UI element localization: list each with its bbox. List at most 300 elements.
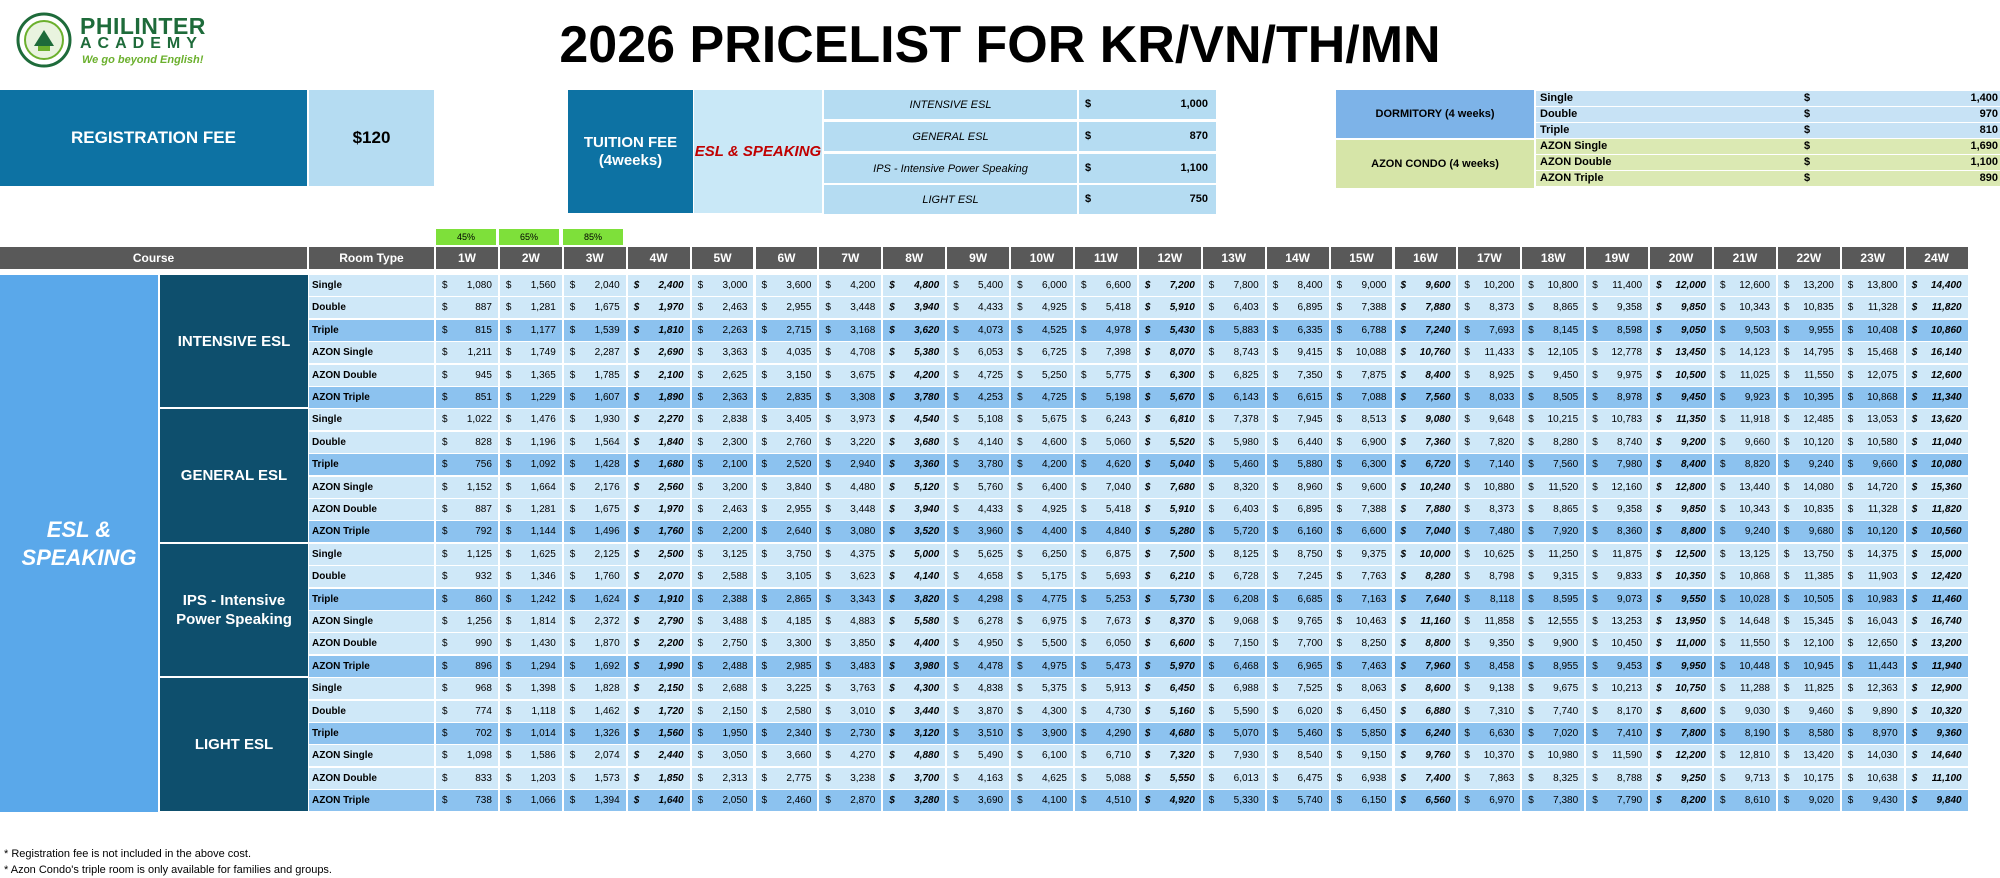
currency-symbol: $ bbox=[442, 683, 448, 695]
price-cell bbox=[1139, 633, 1201, 654]
price-value: 1,242 bbox=[530, 593, 556, 605]
currency-symbol: $ bbox=[1464, 638, 1470, 650]
currency-symbol: $ bbox=[761, 772, 768, 784]
currency-symbol: $ bbox=[1911, 683, 1918, 695]
price-cell bbox=[756, 656, 818, 677]
price-value: 6,020 bbox=[1297, 705, 1323, 717]
price-value: 10,505 bbox=[1803, 593, 1834, 605]
price-cell bbox=[947, 521, 1009, 542]
price-value: 12,900 bbox=[1930, 683, 1962, 695]
price-value: 6,403 bbox=[1233, 302, 1259, 314]
price-value: 6,250 bbox=[1041, 548, 1067, 560]
price-cell bbox=[628, 544, 690, 565]
currency-symbol: $ bbox=[1144, 504, 1151, 515]
room-type-cell: AZON Double bbox=[309, 365, 434, 386]
price-value: 11,918 bbox=[1740, 414, 1770, 426]
price-value: 7,245 bbox=[1297, 571, 1323, 583]
price-cell bbox=[1011, 745, 1073, 766]
price-value: 6,053 bbox=[978, 347, 1004, 359]
currency-symbol: $ bbox=[1720, 347, 1726, 359]
price-cell bbox=[628, 342, 690, 363]
price-cell bbox=[692, 320, 754, 341]
price-value: 11,250 bbox=[1548, 548, 1579, 560]
currency-symbol: $ bbox=[889, 571, 895, 583]
price-value: 1,203 bbox=[530, 772, 556, 784]
price-cell bbox=[1778, 701, 1840, 722]
price-value: 5,418 bbox=[1105, 302, 1131, 314]
price-value: 7,673 bbox=[1105, 616, 1131, 627]
currency-symbol: $ bbox=[1144, 481, 1151, 493]
price-cell bbox=[1650, 701, 1712, 722]
price-value: 9,080 bbox=[1425, 414, 1451, 426]
price-cell bbox=[1458, 701, 1520, 722]
price-cell bbox=[436, 790, 498, 811]
currency-symbol: $ bbox=[1081, 481, 1087, 493]
price-cell bbox=[1714, 589, 1776, 610]
currency-symbol: $ bbox=[633, 795, 640, 807]
currency-symbol: $ bbox=[1464, 526, 1470, 538]
price-value: 4,200 bbox=[1041, 459, 1067, 471]
price-cell bbox=[947, 656, 1009, 677]
currency-symbol: $ bbox=[1464, 347, 1470, 359]
currency-symbol: $ bbox=[633, 526, 640, 538]
price-cell bbox=[1778, 544, 1840, 565]
price-value: 6,965 bbox=[1297, 660, 1323, 672]
currency-symbol: $ bbox=[569, 526, 576, 538]
price-value: 8,970 bbox=[1872, 728, 1898, 739]
price-value: 10,213 bbox=[1611, 683, 1643, 695]
price-cell bbox=[1778, 745, 1840, 766]
price-value: 7,040 bbox=[1425, 526, 1451, 538]
price-cell bbox=[1395, 454, 1457, 475]
price-value: 9,833 bbox=[1617, 571, 1643, 583]
currency-symbol: $ bbox=[1656, 705, 1662, 717]
price-value: 10,395 bbox=[1803, 392, 1834, 403]
currency-symbol: $ bbox=[1017, 481, 1023, 493]
price-value: 8,740 bbox=[1617, 436, 1643, 448]
currency-symbol: $ bbox=[1847, 347, 1854, 359]
price-cell bbox=[819, 499, 881, 520]
price-cell bbox=[500, 678, 562, 699]
price-cell bbox=[1075, 499, 1137, 520]
price-value: 11,520 bbox=[1548, 481, 1579, 493]
price-cell bbox=[756, 723, 818, 744]
price-value: 1,680 bbox=[658, 459, 684, 471]
price-cell bbox=[436, 566, 498, 587]
price-value: 6,278 bbox=[978, 616, 1004, 627]
price-value: 3,900 bbox=[1041, 728, 1067, 739]
room-type-cell: AZON Single bbox=[309, 477, 434, 498]
currency-symbol: $ bbox=[1847, 481, 1854, 493]
price-cell bbox=[1331, 701, 1393, 722]
price-cell bbox=[1650, 656, 1712, 677]
price-value: 5,400 bbox=[978, 280, 1004, 291]
currency-symbol: $ bbox=[1272, 280, 1279, 291]
currency-symbol: $ bbox=[505, 526, 512, 538]
price-cell bbox=[1139, 790, 1201, 811]
currency-symbol: $ bbox=[1656, 414, 1662, 426]
price-cell bbox=[1331, 477, 1393, 498]
tuition-item-row bbox=[824, 154, 1208, 183]
currency-symbol: $ bbox=[633, 280, 640, 291]
price-value: 9,840 bbox=[1936, 795, 1962, 807]
price-value: 5,500 bbox=[1041, 638, 1067, 650]
currency-symbol: $ bbox=[1783, 638, 1790, 650]
currency-symbol: $ bbox=[1208, 772, 1215, 784]
currency-symbol: $ bbox=[1464, 302, 1470, 314]
price-cell bbox=[883, 566, 945, 587]
price-value: 8,798 bbox=[1489, 571, 1515, 583]
price-value: 6,600 bbox=[1361, 526, 1387, 538]
price-cell bbox=[947, 409, 1009, 430]
price-cell bbox=[564, 454, 626, 475]
price-cell bbox=[947, 745, 1009, 766]
currency-symbol: $ bbox=[1208, 705, 1215, 717]
price-value: 8,595 bbox=[1553, 593, 1579, 605]
price-cell bbox=[1331, 589, 1393, 610]
footnote: * Azon Condo's triple room is only available for families and groups. bbox=[4, 864, 332, 876]
price-cell bbox=[1586, 432, 1648, 453]
currency-symbol: $ bbox=[1720, 795, 1726, 807]
price-cell bbox=[883, 409, 945, 430]
currency-symbol: $ bbox=[761, 638, 768, 650]
price-cell bbox=[947, 768, 1009, 789]
room-type-cell: AZON Single bbox=[309, 342, 434, 363]
currency-symbol: $ bbox=[1400, 705, 1407, 717]
price-value: 6,143 bbox=[1233, 392, 1259, 403]
price-cell bbox=[628, 432, 690, 453]
price-value: 14,080 bbox=[1803, 481, 1834, 493]
price-value: 2,560 bbox=[658, 481, 684, 493]
price-cell bbox=[1522, 275, 1584, 296]
price-value: 1,950 bbox=[722, 728, 748, 739]
price-cell bbox=[1203, 611, 1265, 632]
currency-symbol: $ bbox=[1656, 660, 1662, 672]
price-value: 1,281 bbox=[530, 504, 556, 515]
price-cell bbox=[500, 521, 562, 542]
currency-symbol: $ bbox=[1528, 459, 1534, 471]
price-cell bbox=[1075, 678, 1137, 699]
price-value: 833 bbox=[475, 772, 492, 784]
price-value: 1,294 bbox=[530, 660, 556, 672]
week-column-header: 1W bbox=[436, 247, 498, 269]
currency-symbol: $ bbox=[1336, 504, 1343, 515]
price-value: 11,160 bbox=[1420, 616, 1451, 627]
currency-symbol: $ bbox=[1656, 347, 1662, 359]
price-value: 9,975 bbox=[1617, 369, 1643, 381]
price-value: 9,648 bbox=[1489, 414, 1515, 426]
price-cell bbox=[883, 790, 945, 811]
tuition-program-label: ESL & SPEAKING bbox=[694, 90, 822, 213]
price-cell bbox=[756, 432, 818, 453]
price-value: 13,200 bbox=[1803, 280, 1834, 291]
price-cell bbox=[947, 297, 1009, 318]
price-value: 3,780 bbox=[978, 459, 1004, 471]
currency-symbol: $ bbox=[825, 324, 831, 336]
price-cell bbox=[1011, 320, 1073, 341]
currency-symbol: $ bbox=[1464, 280, 1470, 291]
price-value: 4,950 bbox=[978, 638, 1004, 650]
price-cell bbox=[628, 745, 690, 766]
price-value: 9,138 bbox=[1489, 683, 1515, 695]
price-value: 3,440 bbox=[914, 705, 940, 717]
currency-symbol: $ bbox=[1081, 705, 1087, 717]
price-cell bbox=[883, 477, 945, 498]
price-cell bbox=[692, 745, 754, 766]
currency-symbol: $ bbox=[889, 593, 895, 605]
currency-symbol: $ bbox=[1464, 616, 1470, 627]
price-value: 5,330 bbox=[1233, 795, 1259, 807]
price-value: 7,480 bbox=[1489, 526, 1515, 538]
currency-symbol: $ bbox=[1592, 280, 1598, 291]
price-cell bbox=[1586, 768, 1648, 789]
price-cell bbox=[1395, 544, 1457, 565]
price-cell bbox=[1906, 768, 1968, 789]
currency-symbol: $ bbox=[1720, 728, 1726, 739]
price-cell bbox=[1267, 342, 1329, 363]
currency-symbol: $ bbox=[569, 705, 576, 717]
price-value: 9,850 bbox=[1680, 302, 1706, 314]
week-column-header: 2W bbox=[500, 247, 562, 269]
price-cell bbox=[883, 611, 945, 632]
room-type-cell: Triple bbox=[309, 589, 434, 610]
week-column-header: 6W bbox=[756, 247, 818, 269]
price-cell bbox=[1906, 656, 1968, 677]
currency-symbol: $ bbox=[1081, 548, 1087, 560]
price-cell bbox=[1267, 409, 1329, 430]
currency-symbol: $ bbox=[1911, 750, 1918, 762]
price-value: 12,600 bbox=[1930, 369, 1962, 381]
currency-symbol: $ bbox=[1208, 728, 1215, 739]
price-cell bbox=[1075, 432, 1137, 453]
price-value: 8,610 bbox=[1744, 795, 1770, 807]
currency-symbol: $ bbox=[953, 481, 959, 493]
price-cell bbox=[1203, 342, 1265, 363]
currency-symbol: $ bbox=[1336, 526, 1343, 538]
price-cell bbox=[1331, 745, 1393, 766]
currency-symbol: $ bbox=[1081, 772, 1087, 784]
price-cell bbox=[1331, 297, 1393, 318]
price-value: 9,250 bbox=[1680, 772, 1706, 784]
currency-symbol: $ bbox=[889, 481, 895, 493]
price-value: 11,820 bbox=[1931, 504, 1962, 515]
price-cell bbox=[883, 633, 945, 654]
price-cell bbox=[947, 432, 1009, 453]
price-value: 3,660 bbox=[786, 750, 812, 762]
price-value: 3,363 bbox=[722, 347, 748, 359]
price-cell bbox=[1395, 768, 1457, 789]
price-value: 1,496 bbox=[594, 526, 620, 538]
currency-symbol: $ bbox=[1272, 660, 1279, 672]
price-cell bbox=[756, 275, 818, 296]
price-value: 10,835 bbox=[1803, 302, 1834, 314]
price-value: 7,863 bbox=[1489, 772, 1515, 784]
currency-symbol: $ bbox=[1081, 526, 1087, 538]
tuition-item-price: 1,000 bbox=[1099, 90, 1216, 119]
currency-symbol: $ bbox=[825, 504, 831, 515]
price-cell bbox=[628, 320, 690, 341]
price-cell bbox=[1267, 544, 1329, 565]
price-value: 2,150 bbox=[722, 705, 748, 717]
price-value: 8,925 bbox=[1489, 369, 1515, 381]
price-value: 6,208 bbox=[1233, 593, 1259, 605]
currency-symbol: $ bbox=[825, 705, 831, 717]
price-value: 9,850 bbox=[1680, 504, 1706, 515]
price-cell bbox=[1778, 432, 1840, 453]
price-value: 887 bbox=[475, 504, 492, 515]
price-cell bbox=[1267, 633, 1329, 654]
price-value: 7,310 bbox=[1489, 705, 1515, 717]
price-value: 9,030 bbox=[1744, 705, 1770, 717]
price-cell bbox=[628, 387, 690, 408]
price-value: 3,483 bbox=[850, 660, 876, 672]
price-value: 9,955 bbox=[1808, 324, 1834, 336]
price-value: 2,040 bbox=[594, 280, 620, 291]
price-value: 6,210 bbox=[1169, 571, 1195, 583]
price-cell bbox=[819, 297, 881, 318]
price-cell bbox=[1331, 387, 1393, 408]
currency-symbol: $ bbox=[1144, 369, 1151, 381]
price-cell bbox=[756, 342, 818, 363]
price-value: 3,105 bbox=[786, 571, 812, 583]
currency-symbol: $ bbox=[1911, 571, 1918, 583]
currency-symbol: $ bbox=[442, 616, 448, 627]
price-value: 4,620 bbox=[1105, 459, 1131, 471]
week-column-header: 4W bbox=[628, 247, 690, 269]
currency-symbol: $ bbox=[1783, 526, 1790, 538]
currency-symbol: $ bbox=[697, 593, 704, 605]
currency-symbol: $ bbox=[1528, 705, 1534, 717]
currency-symbol: $ bbox=[1464, 728, 1470, 739]
currency-symbol: $ bbox=[761, 302, 768, 314]
price-value: 7,560 bbox=[1553, 459, 1579, 471]
currency-symbol: $ bbox=[1081, 683, 1087, 695]
price-value: 1,211 bbox=[467, 347, 492, 359]
price-value: 8,788 bbox=[1617, 772, 1643, 784]
price-cell bbox=[628, 499, 690, 520]
currency-symbol: $ bbox=[1783, 772, 1790, 784]
price-value: 1,573 bbox=[594, 772, 620, 784]
currency-symbol: $ bbox=[442, 728, 448, 739]
price-cell bbox=[1011, 454, 1073, 475]
price-cell bbox=[1778, 656, 1840, 677]
price-cell bbox=[1011, 790, 1073, 811]
price-value: 3,675 bbox=[850, 369, 876, 381]
price-value: 7,500 bbox=[1169, 548, 1195, 560]
currency-symbol: $ bbox=[1208, 548, 1215, 560]
currency-symbol: $ bbox=[442, 548, 448, 560]
currency-symbol: $ bbox=[1528, 728, 1534, 739]
price-cell bbox=[883, 723, 945, 744]
currency-symbol: $ bbox=[1400, 571, 1407, 583]
currency-symbol: $ bbox=[825, 280, 831, 291]
price-value: 9,240 bbox=[1744, 526, 1770, 538]
price-cell bbox=[1906, 297, 1968, 318]
price-value: 887 bbox=[475, 302, 492, 314]
currency-symbol: $ bbox=[1656, 683, 1662, 695]
week-column-header: 5W bbox=[692, 247, 754, 269]
currency-symbol: $ bbox=[761, 571, 768, 583]
room-name: Double bbox=[1536, 107, 1802, 122]
price-value: 12,363 bbox=[1867, 683, 1898, 695]
currency-symbol: $ bbox=[1336, 795, 1343, 807]
currency-symbol: $ bbox=[761, 459, 768, 471]
currency-symbol: $ bbox=[1336, 369, 1343, 381]
currency-symbol: $ bbox=[1911, 772, 1918, 784]
price-cell bbox=[692, 477, 754, 498]
price-value: 2,940 bbox=[850, 459, 876, 471]
price-value: 11,385 bbox=[1803, 571, 1834, 583]
currency-symbol: $ bbox=[1592, 616, 1598, 627]
price-cell bbox=[1395, 745, 1457, 766]
currency-symbol: $ bbox=[1592, 392, 1598, 403]
currency-symbol: $ bbox=[953, 750, 959, 762]
price-cell bbox=[1650, 297, 1712, 318]
price-value: 9,503 bbox=[1744, 324, 1770, 336]
price-cell bbox=[1203, 656, 1265, 677]
currency-symbol: $ bbox=[1272, 526, 1279, 538]
price-value: 2,790 bbox=[658, 616, 684, 627]
currency-symbol: $ bbox=[569, 280, 576, 291]
price-value: 2,640 bbox=[786, 526, 812, 538]
price-value: 7,360 bbox=[1425, 436, 1451, 448]
price-value: 8,960 bbox=[1297, 481, 1323, 493]
price-cell bbox=[1842, 432, 1904, 453]
price-cell bbox=[1842, 790, 1904, 811]
currency-symbol: $ bbox=[1144, 683, 1151, 695]
currency-symbol: $ bbox=[1400, 280, 1407, 291]
price-value: 3,448 bbox=[850, 302, 876, 314]
price-value: 7,945 bbox=[1297, 414, 1323, 426]
price-value: 4,708 bbox=[850, 347, 876, 359]
price-value: 7,150 bbox=[1233, 638, 1259, 650]
price-value: 2,460 bbox=[786, 795, 812, 807]
price-cell bbox=[628, 768, 690, 789]
price-cell bbox=[436, 297, 498, 318]
currency-symbol: $ bbox=[1720, 504, 1726, 515]
currency-symbol: $ bbox=[505, 302, 512, 314]
price-cell bbox=[500, 633, 562, 654]
price-cell bbox=[1011, 342, 1073, 363]
price-cell bbox=[1011, 633, 1073, 654]
currency-symbol: $ bbox=[1720, 392, 1726, 403]
price-cell bbox=[1586, 633, 1648, 654]
currency-symbol: $ bbox=[505, 660, 512, 672]
price-value: 6,100 bbox=[1041, 750, 1067, 762]
currency-symbol: $ bbox=[761, 481, 768, 493]
price-cell bbox=[436, 745, 498, 766]
price-cell bbox=[1778, 521, 1840, 542]
price-value: 12,778 bbox=[1611, 347, 1643, 359]
currency-symbol: $ bbox=[633, 392, 640, 403]
price-cell bbox=[819, 409, 881, 430]
price-cell bbox=[692, 790, 754, 811]
price-value: 3,973 bbox=[850, 414, 876, 426]
price-value: 2,176 bbox=[594, 481, 620, 493]
price-value: 3,220 bbox=[850, 436, 876, 448]
room-price: 970 bbox=[1822, 107, 2000, 122]
price-cell bbox=[1011, 297, 1073, 318]
price-value: 8,513 bbox=[1361, 414, 1387, 426]
price-value: 4,300 bbox=[914, 683, 940, 695]
price-cell bbox=[819, 566, 881, 587]
tuition-item-name: INTENSIVE ESL bbox=[824, 90, 1077, 119]
price-value: 8,145 bbox=[1553, 324, 1579, 336]
currency-symbol: $ bbox=[825, 750, 831, 762]
currency-symbol: $ bbox=[1336, 548, 1343, 560]
currency-symbol: $ bbox=[505, 481, 512, 493]
price-cell bbox=[1714, 342, 1776, 363]
